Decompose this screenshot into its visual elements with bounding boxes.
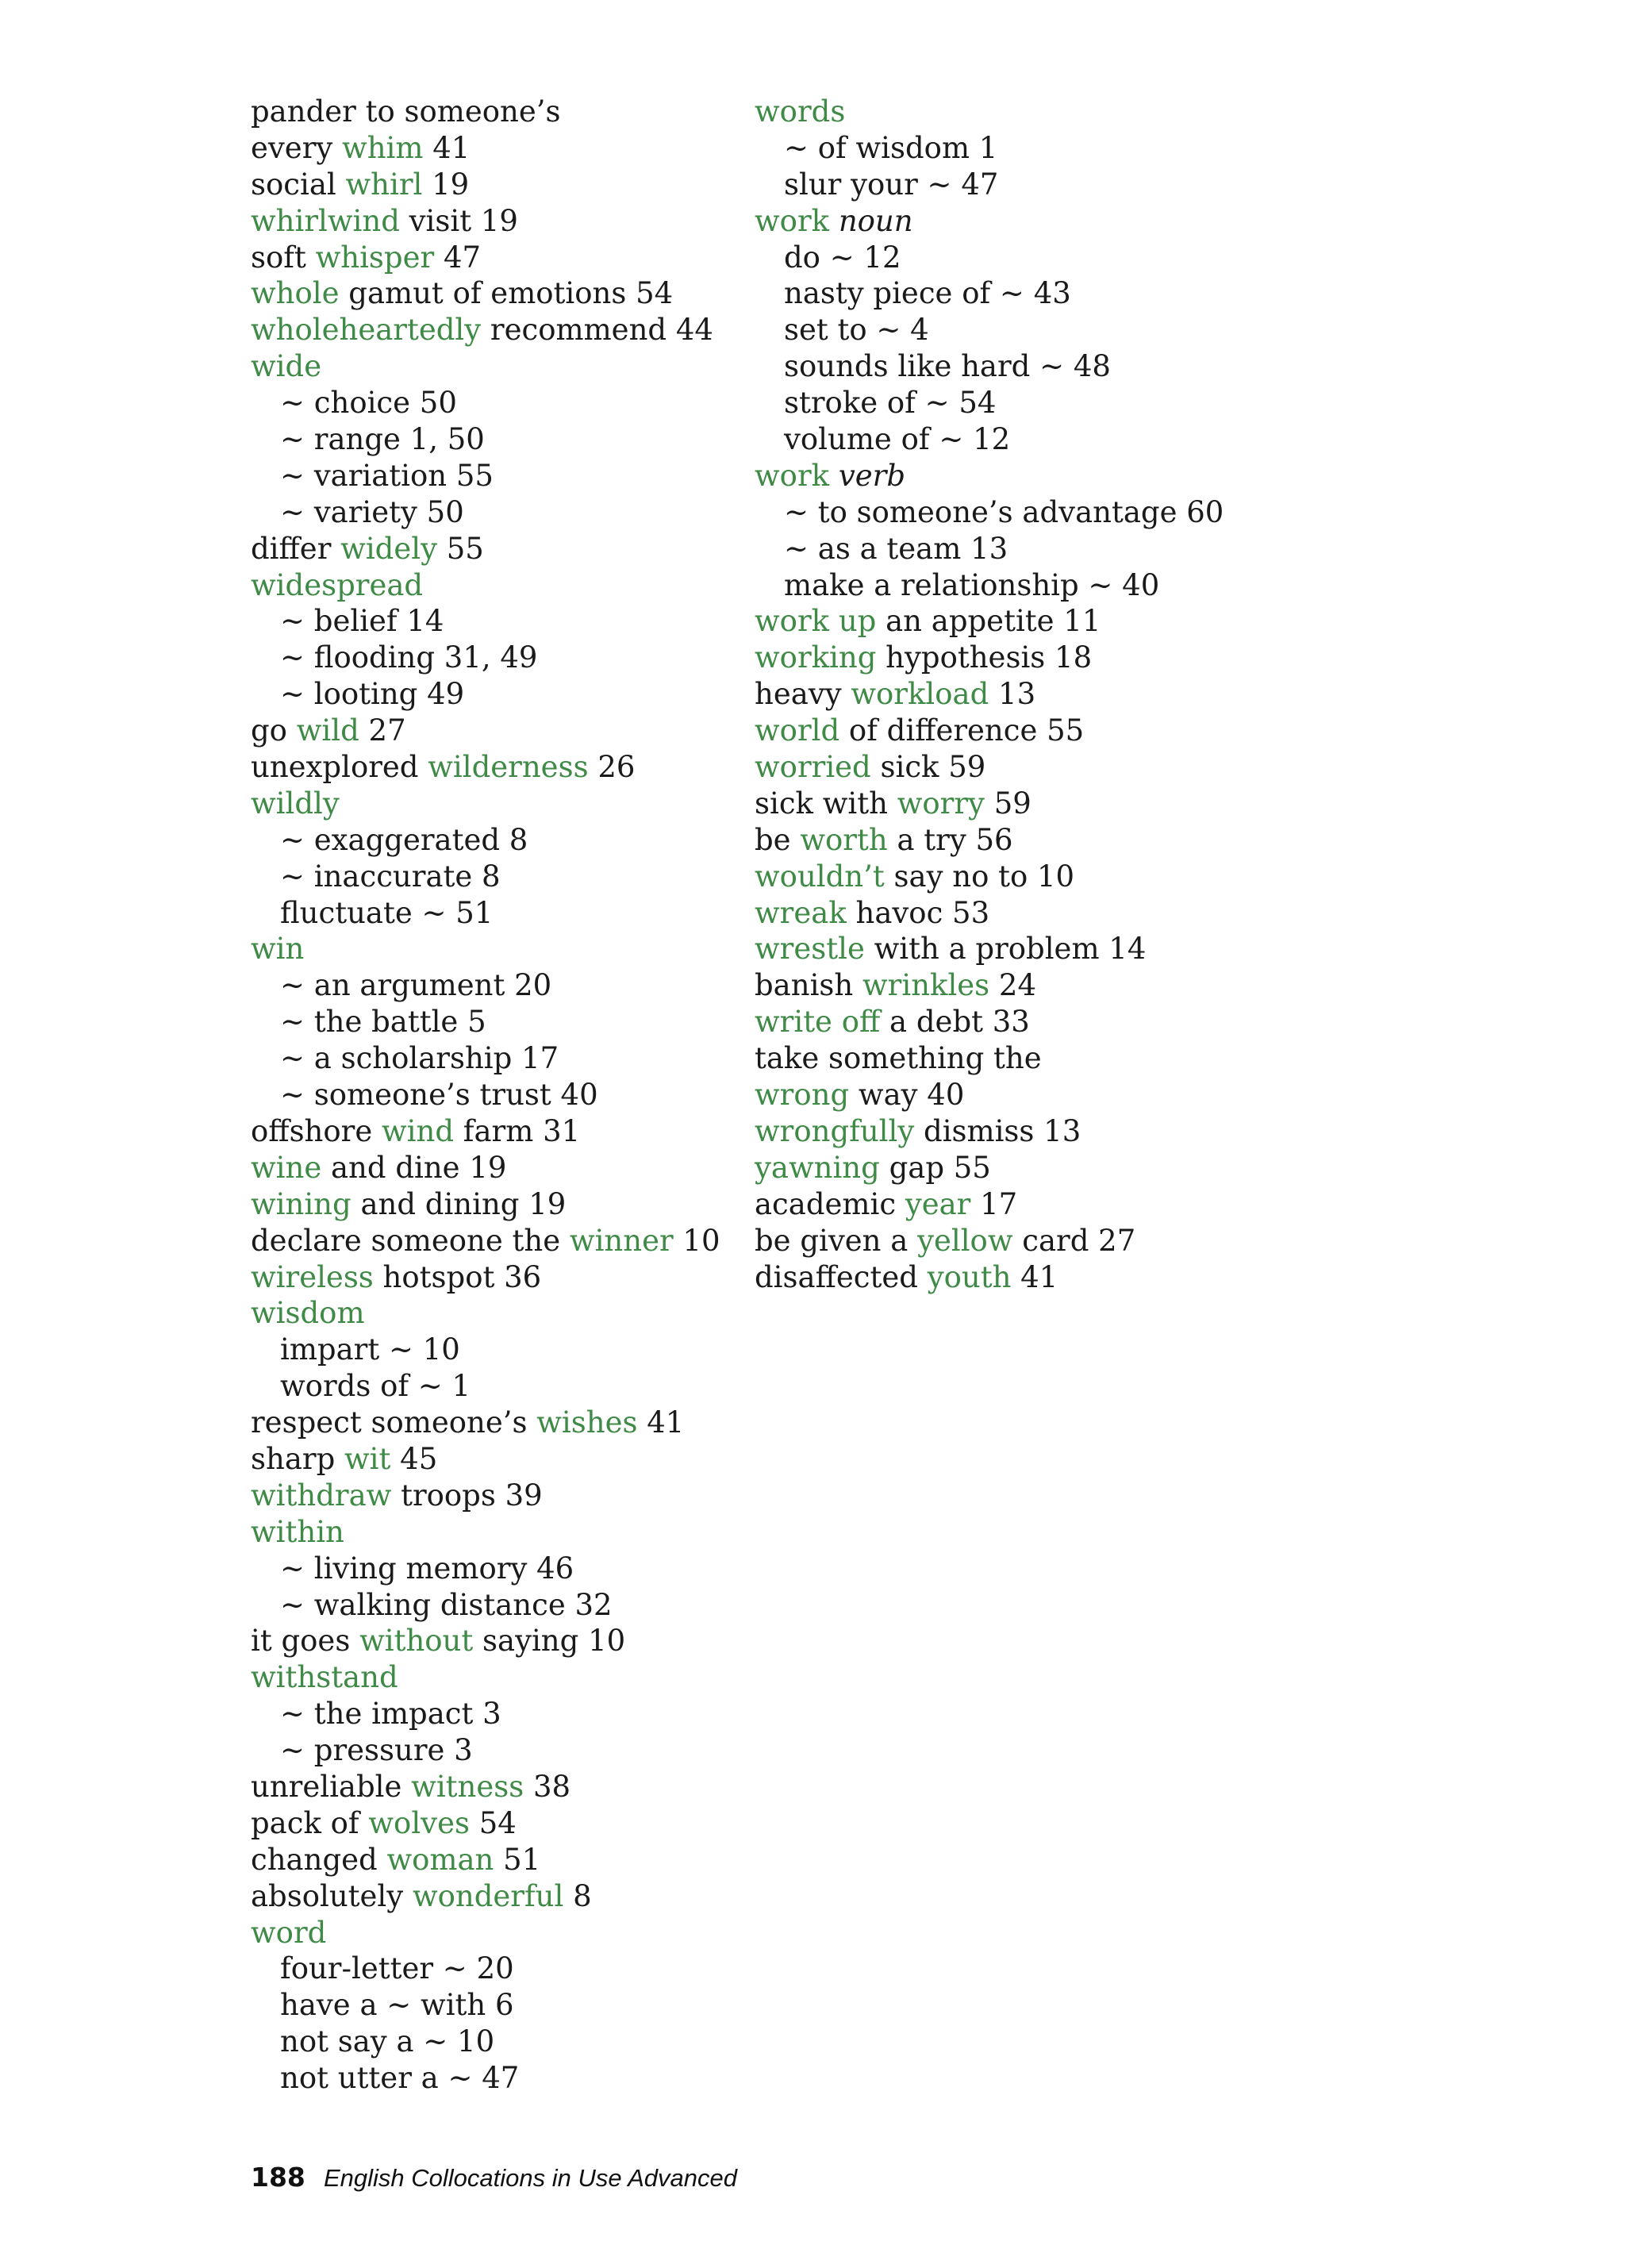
page-footer <box>251 2160 737 2195</box>
entry-text: 47 <box>434 240 482 275</box>
headword: words <box>755 94 846 129</box>
headword: without <box>359 1624 474 1659</box>
index-subentry <box>251 2060 727 2097</box>
entry-text: ~ walking distance 32 <box>280 1587 613 1622</box>
index-entry <box>251 1915 727 1951</box>
index-subentry <box>755 348 1326 385</box>
index-entry <box>251 1186 727 1223</box>
entry-text: ~ inaccurate 8 <box>280 859 501 894</box>
entry-text: 26 <box>588 750 636 785</box>
headword: whisper <box>315 240 435 275</box>
index-entry <box>251 275 727 312</box>
entry-text: respect someone’s <box>251 1405 537 1440</box>
entry-text: 55 <box>436 531 484 566</box>
index-entry <box>251 130 727 167</box>
headword: win <box>251 932 305 967</box>
entry-text: pack of <box>251 1805 369 1840</box>
index-entry <box>755 822 1326 859</box>
entry-text: declare someone the <box>251 1223 570 1258</box>
index-subentry <box>251 676 727 713</box>
entry-text: card 27 <box>1012 1223 1136 1258</box>
headword: youth <box>927 1259 1012 1294</box>
headword: withdraw <box>251 1478 392 1513</box>
index-entry <box>755 931 1326 967</box>
headword: work <box>755 458 830 493</box>
index-entry <box>251 1150 727 1186</box>
headword: workload <box>851 677 989 712</box>
entry-text: 38 <box>524 1769 571 1804</box>
entry-text: ~ as a team 13 <box>784 531 1008 566</box>
index-entry <box>251 1441 727 1478</box>
index-entry <box>251 713 727 749</box>
index-subentry <box>755 385 1326 421</box>
headword: witness <box>411 1769 524 1804</box>
index-subentry <box>251 494 727 531</box>
headword: wine <box>251 1150 322 1185</box>
entry-text: 59 <box>984 786 1031 821</box>
entry-text: troops 39 <box>391 1478 543 1513</box>
book-title: English Collocations in Use Advanced <box>323 2164 737 2192</box>
index-entry <box>755 895 1326 932</box>
headword: work <box>755 203 830 238</box>
entry-text: saying 10 <box>473 1624 626 1659</box>
headword: worried <box>755 750 871 785</box>
headword: wind <box>382 1113 455 1148</box>
entry-text: ~ of wisdom 1 <box>784 130 998 165</box>
index-subentry <box>251 2024 727 2060</box>
index-subentry <box>251 1040 727 1077</box>
headword: wit <box>344 1441 391 1476</box>
index-entry <box>251 94 727 130</box>
entry-text: and dining 19 <box>351 1186 567 1221</box>
entry-text: unreliable <box>251 1769 412 1804</box>
index-entry <box>755 1113 1326 1150</box>
index-subentry <box>755 567 1326 604</box>
entry-text: hotspot 36 <box>373 1259 542 1294</box>
index-subentry <box>755 494 1326 531</box>
entry-text: social <box>251 167 346 202</box>
index-entry <box>755 1077 1326 1113</box>
entry-text: nasty piece of ~ 43 <box>784 276 1071 311</box>
headword: yellow <box>917 1223 1013 1258</box>
headword: working <box>755 640 877 675</box>
entry-text: be <box>755 822 801 857</box>
entry-text: recommend 44 <box>481 313 713 348</box>
index-subentry <box>251 1368 727 1405</box>
headword: wilderness <box>428 750 589 785</box>
index-entry <box>755 1223 1326 1259</box>
index-subentry <box>251 967 727 1004</box>
entry-text: say no to 10 <box>884 859 1075 894</box>
page-number: 188 <box>251 2162 305 2193</box>
index-entry <box>755 1040 1326 1077</box>
index-entry <box>251 240 727 276</box>
headword: wisdom <box>251 1296 365 1331</box>
index-entry <box>251 531 727 567</box>
index-column-left <box>251 94 727 2097</box>
entry-text: do ~ 12 <box>784 240 901 275</box>
index-subentry <box>251 1587 727 1624</box>
entry-text: visit 19 <box>399 203 518 238</box>
entry-text: gamut of emotions 54 <box>339 276 674 311</box>
index-entry <box>251 1878 727 1915</box>
entry-text: offshore <box>251 1113 382 1148</box>
entry-text: gap 55 <box>879 1150 991 1185</box>
entry-text: way 40 <box>849 1078 965 1113</box>
headword: wildly <box>251 786 340 821</box>
entry-text: it goes <box>251 1624 360 1659</box>
entry-text: stroke of ~ 54 <box>784 386 997 421</box>
headword: whirl <box>345 167 423 202</box>
index-entry <box>755 786 1326 822</box>
index-subentry <box>755 275 1326 312</box>
index-entry <box>251 749 727 786</box>
entry-text: four-letter ~ 20 <box>280 1951 514 1986</box>
entry-text: fluctuate ~ 51 <box>280 895 494 930</box>
entry-text: 24 <box>989 968 1037 1003</box>
index-entry <box>755 713 1326 749</box>
entry-text: unexplored <box>251 750 428 785</box>
entry-text: a try 56 <box>887 822 1013 857</box>
index-subentry <box>251 640 727 676</box>
index-subentry <box>251 1732 727 1769</box>
entry-text: be given a <box>755 1223 918 1258</box>
index-entry <box>755 967 1326 1004</box>
headword: worry <box>897 786 985 821</box>
entry-text: changed <box>251 1842 387 1877</box>
index-subentry <box>755 531 1326 567</box>
entry-text: with a problem 14 <box>864 932 1147 967</box>
index-entry <box>251 1623 727 1659</box>
headword: winner <box>569 1223 674 1258</box>
headword: whim <box>342 130 424 165</box>
entry-text: words of ~ 1 <box>280 1369 471 1404</box>
headword: world <box>755 713 840 748</box>
index-entry <box>251 1405 727 1441</box>
index-subentry <box>251 895 727 932</box>
index-subentry <box>251 385 727 421</box>
part-of-speech: verb <box>838 458 905 493</box>
headword: wrinkles <box>862 968 990 1003</box>
entry-text: banish <box>755 968 862 1003</box>
headword: wild <box>296 713 359 748</box>
entry-text: a debt 33 <box>880 1005 1030 1040</box>
entry-text: not say a ~ 10 <box>280 2024 495 2059</box>
entry-text: dismiss 13 <box>914 1113 1081 1148</box>
entry-text: ~ pressure 3 <box>280 1733 473 1768</box>
index-entry <box>251 1842 727 1878</box>
index-entry <box>251 1659 727 1696</box>
entry-text: take something the <box>755 1041 1042 1076</box>
entry-text: ~ belief 14 <box>280 604 444 639</box>
entry-text: havoc 53 <box>846 895 990 930</box>
entry-text: 41 <box>1011 1259 1058 1294</box>
index-entry <box>251 1769 727 1805</box>
index-entry <box>251 1223 727 1259</box>
headword: wide <box>251 349 322 384</box>
index-entry <box>251 1478 727 1514</box>
entry-text: go <box>251 713 297 748</box>
headword: widely <box>340 531 437 566</box>
headword: write off <box>755 1005 881 1040</box>
entry-text: an appetite 11 <box>876 604 1101 639</box>
entry-text: sounds like hard ~ 48 <box>784 349 1111 384</box>
entry-text: volume of ~ 12 <box>784 422 1011 457</box>
index-subentry <box>251 458 727 494</box>
entry-text: ~ flooding 31, 49 <box>280 640 538 675</box>
index-entry <box>251 1113 727 1150</box>
index-entry <box>251 567 727 604</box>
index-entry <box>251 167 727 203</box>
entry-text: ~ an argument 20 <box>280 968 552 1003</box>
entry-text: 51 <box>494 1842 541 1877</box>
index-entry <box>755 749 1326 786</box>
entry-text: not utter a ~ 47 <box>280 2061 520 2096</box>
index-entry <box>755 94 1326 130</box>
entry-text: 10 <box>673 1223 720 1258</box>
index-column-right <box>755 94 1326 1295</box>
index-subentry <box>755 167 1326 203</box>
entry-text: ~ the impact 3 <box>280 1697 501 1732</box>
entry-text: 45 <box>390 1441 438 1476</box>
entry-text: 41 <box>637 1405 685 1440</box>
entry-text: ~ someone’s trust 40 <box>280 1078 598 1113</box>
entry-text: farm 31 <box>454 1113 581 1148</box>
index-subentry <box>251 603 727 640</box>
headword: wishes <box>536 1405 638 1440</box>
entry-text: ~ to someone’s advantage 60 <box>784 494 1224 529</box>
index-subentry <box>755 240 1326 276</box>
entry-text: every <box>251 130 343 165</box>
index-subentry <box>755 312 1326 348</box>
index-entry <box>755 1004 1326 1040</box>
index-entry <box>251 203 727 240</box>
entry-text: ~ exaggerated 8 <box>280 822 528 857</box>
index-subentry <box>251 1004 727 1040</box>
entry-text: make a relationship ~ 40 <box>784 567 1160 602</box>
headword: wouldn’t <box>755 859 885 894</box>
index-subentry <box>251 1332 727 1368</box>
index-subentry <box>251 1696 727 1732</box>
part-of-speech: noun <box>838 203 913 238</box>
entry-text: 54 <box>469 1805 517 1840</box>
headword: widespread <box>251 567 424 602</box>
entry-text: have a ~ with 6 <box>280 1988 514 2023</box>
index-entry <box>755 640 1326 676</box>
index-subentry <box>251 859 727 895</box>
headword: wonderful <box>412 1878 564 1913</box>
index-subentry <box>251 822 727 859</box>
entry-text: ~ a scholarship 17 <box>280 1041 559 1076</box>
index-subentry <box>251 1551 727 1587</box>
index-entry <box>755 1150 1326 1186</box>
entry-text: soft <box>251 240 316 275</box>
entry-text: sharp <box>251 1441 345 1476</box>
index-entry <box>251 312 727 348</box>
entry-text: heavy <box>755 677 851 712</box>
index-entry <box>755 603 1326 640</box>
headword: wrongfully <box>755 1113 915 1148</box>
headword: woman <box>386 1842 494 1877</box>
index-entry <box>251 1514 727 1551</box>
headword: withstand <box>251 1660 398 1695</box>
entry-text <box>829 459 839 493</box>
index-entry <box>251 348 727 385</box>
headword: wholeheartedly <box>251 313 482 348</box>
entry-text: ~ variety 50 <box>280 494 464 529</box>
headword: wrestle <box>755 932 865 967</box>
headword: worth <box>800 822 888 857</box>
headword: word <box>251 1915 327 1950</box>
entry-text: ~ the battle 5 <box>280 1005 486 1040</box>
entry-text: sick with <box>755 786 897 821</box>
headword: whirlwind <box>251 203 400 238</box>
entry-text: 41 <box>423 130 471 165</box>
entry-text: pander to someone’s <box>251 94 561 129</box>
index-entry <box>251 1805 727 1842</box>
index-entry <box>251 1295 727 1332</box>
index-entry <box>251 1259 727 1296</box>
entry-text: ~ variation 55 <box>280 458 494 493</box>
headword: wreak <box>755 895 847 930</box>
index-entry <box>755 1259 1326 1296</box>
headword: wining <box>251 1186 352 1221</box>
entry-text: differ <box>251 531 341 566</box>
entry-text: 17 <box>970 1186 1018 1221</box>
entry-text: impart ~ 10 <box>280 1332 460 1367</box>
entry-text <box>829 204 839 238</box>
entry-text: set to ~ 4 <box>784 313 929 348</box>
headword: wrong <box>755 1078 850 1113</box>
index-entry <box>755 1186 1326 1223</box>
entry-text: ~ choice 50 <box>280 386 457 421</box>
entry-text: slur your ~ 47 <box>784 167 999 202</box>
entry-text: ~ living memory 46 <box>280 1551 574 1586</box>
headword: wolves <box>368 1805 470 1840</box>
entry-text: and dine 19 <box>321 1150 507 1185</box>
headword: work up <box>755 604 877 639</box>
entry-text: disaffected <box>755 1259 928 1294</box>
entry-text: sick 59 <box>870 750 986 785</box>
index-subentry <box>755 130 1326 167</box>
index-subentry <box>251 1951 727 1987</box>
entry-text: 19 <box>422 167 470 202</box>
index-entry <box>755 458 1326 494</box>
headword: within <box>251 1514 344 1549</box>
index-subentry <box>755 421 1326 458</box>
index-subentry <box>251 1077 727 1113</box>
headword: wireless <box>251 1259 374 1294</box>
entry-text: 27 <box>359 713 406 748</box>
index-subentry <box>251 421 727 458</box>
headword: yawning <box>755 1150 880 1185</box>
index-entry <box>251 931 727 967</box>
entry-text: of difference 55 <box>839 713 1085 748</box>
index-entry <box>755 859 1326 895</box>
index-entry <box>755 203 1326 240</box>
entry-text: 13 <box>989 677 1036 712</box>
index-entry <box>251 786 727 822</box>
index-subentry <box>251 1987 727 2024</box>
entry-text: 8 <box>563 1878 592 1913</box>
entry-text: hypothesis 18 <box>876 640 1093 675</box>
headword: whole <box>251 276 340 311</box>
entry-text: academic <box>755 1186 905 1221</box>
entry-text: ~ looting 49 <box>280 677 465 712</box>
index-entry <box>755 676 1326 713</box>
entry-text: ~ range 1, 50 <box>280 422 485 457</box>
headword: year <box>905 1186 971 1221</box>
entry-text: absolutely <box>251 1878 413 1913</box>
